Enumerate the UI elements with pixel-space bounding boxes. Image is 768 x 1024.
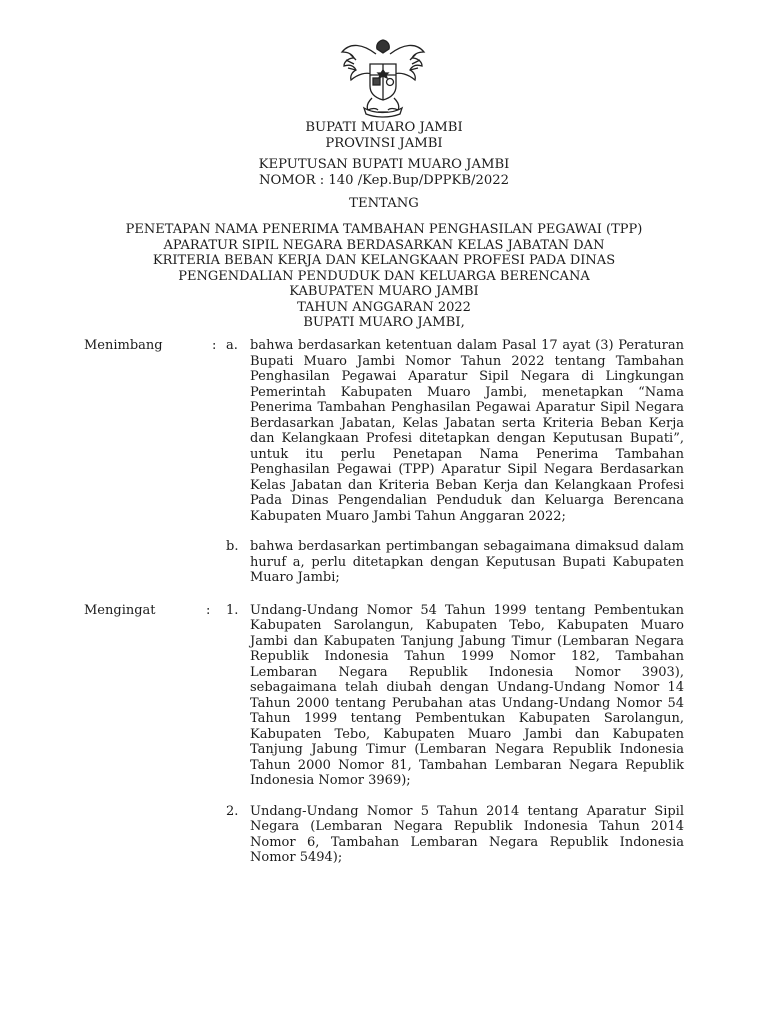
item-text: Undang-Undang Nomor 5 Tahun 2014 tentang Aparatur Sipil Negara (Lembaran Negara Republik Indonesia Tahun 2014 Nomor 6, Tambahan Lembaran Negara Republik Indonesia Nomor 5494); (250, 803, 684, 865)
list-item (226, 539, 684, 586)
subject-line: PENGENDALIAN PENDUDUK DAN KELUARGA BERENCANA (178, 268, 590, 284)
section-label: Mengingat (84, 602, 156, 618)
item-marker: a. (226, 338, 238, 353)
garuda-emblem-icon (338, 34, 428, 120)
item-text: bahwa berdasarkan ketentuan dalam Pasal 17 ayat (3) Peraturan Bupati Muaro Jambi Nomor Tahun 2022 tentang Tambahan Penghasilan Pegawai Aparatur Sipil Negara di Lingkungan Pemerintah Kabupaten Muaro Jambi, menetapkan “Nama Penerima Tambahan Penghasilan Pegawai Aparatur Sipil Negara Berdasarkan Jabatan, Kelas Jabatan serta Kriteria Beban Kerja dan Kelangkaan Profesi ditetapkan dengan Keputusan Bupati”, untuk itu perlu Penetapan Nama Penerima Tambahan Penghasilan Pegawai (TPP) Aparatur Sipil Negara Berdasarkan Kelas Jabatan dan Kriteria Beban Kerja dan Kelangkaan Profesi Pada Dinas Pengendalian Penduduk dan Keluarga Berencana Kabupaten Muaro Jambi Tahun Anggaran 2022; (250, 338, 684, 524)
decree-subject (96, 222, 672, 316)
subject-line: APARATUR SIPIL NEGARA BERDASARKAN KELAS JABATAN DAN (163, 237, 605, 253)
item-marker: b. (226, 539, 239, 554)
section-colon: : (212, 338, 217, 353)
tentang-heading: TENTANG (349, 196, 419, 211)
item-text: bahwa berdasarkan pertimbangan sebagaimana dimaksud dalam huruf a, perlu ditetapkan dengan Keputusan Bupati Kabupaten Muaro Jambi; (250, 539, 684, 585)
item-marker: 1. (226, 602, 239, 618)
province-heading: PROVINSI JAMBI (325, 136, 443, 151)
item-text: Undang-Undang Nomor 54 Tahun 1999 tentang Pembentukan Kabupaten Sarolangun, Kabupaten Tebo, Kabupaten Muaro Jambi dan Kabupaten Tanjung Jabung Timur (Lembaran Negara Republik Indonesia Tahun 1999 Nomor 182, Tambahan Lembaran Negara Republik Indonesia Nomor 3903), sebagaimana telah diubah dengan Undang-Undang Nomor 14 Tahun 2000 tentang Perubahan atas Undang-Undang Nomor 54 Tahun 1999 tentang Pembentukan Kabupaten Sarolangun, Kabupaten Tebo, Kabupaten Muaro Jambi dan Kabupaten Tanjung Jabung Timur (Lembaran Negara Republik Indonesia Tahun 2000 Nomor 81, Tambahan Lembaran Negara Republik Indonesia Nomor 3969); (250, 602, 684, 788)
section-colon: : (206, 602, 211, 618)
subject-line: KRITERIA BEBAN KERJA DAN KELANGKAAN PROFESI PADA DINAS (152, 253, 616, 269)
issuer-heading: BUPATI MUARO JAMBI (305, 120, 463, 135)
issuer-signature-heading: BUPATI MUARO JAMBI, (303, 315, 465, 330)
menimbang-section (84, 338, 684, 586)
list-item (226, 338, 684, 524)
item-marker: 2. (226, 803, 239, 819)
decree-number: NOMOR : 140 /Kep.Bup/DPPKB/2022 (258, 173, 510, 188)
subject-line: TAHUN ANGGARAN 2022 (297, 299, 471, 315)
list-item (226, 602, 684, 789)
subject-line: PENETAPAN NAMA PENERIMA TAMBAHAN PENGHASILAN PEGAWAI (TPP) (125, 222, 643, 237)
mengingat-section (84, 603, 684, 866)
decree-body (84, 338, 684, 866)
list-item (226, 803, 684, 866)
decree-title: KEPUTUSAN BUPATI MUARO JAMBI (258, 157, 510, 172)
subject-line: KABUPATEN MUARO JAMBI (289, 284, 479, 300)
section-label: Menimbang (84, 338, 163, 353)
